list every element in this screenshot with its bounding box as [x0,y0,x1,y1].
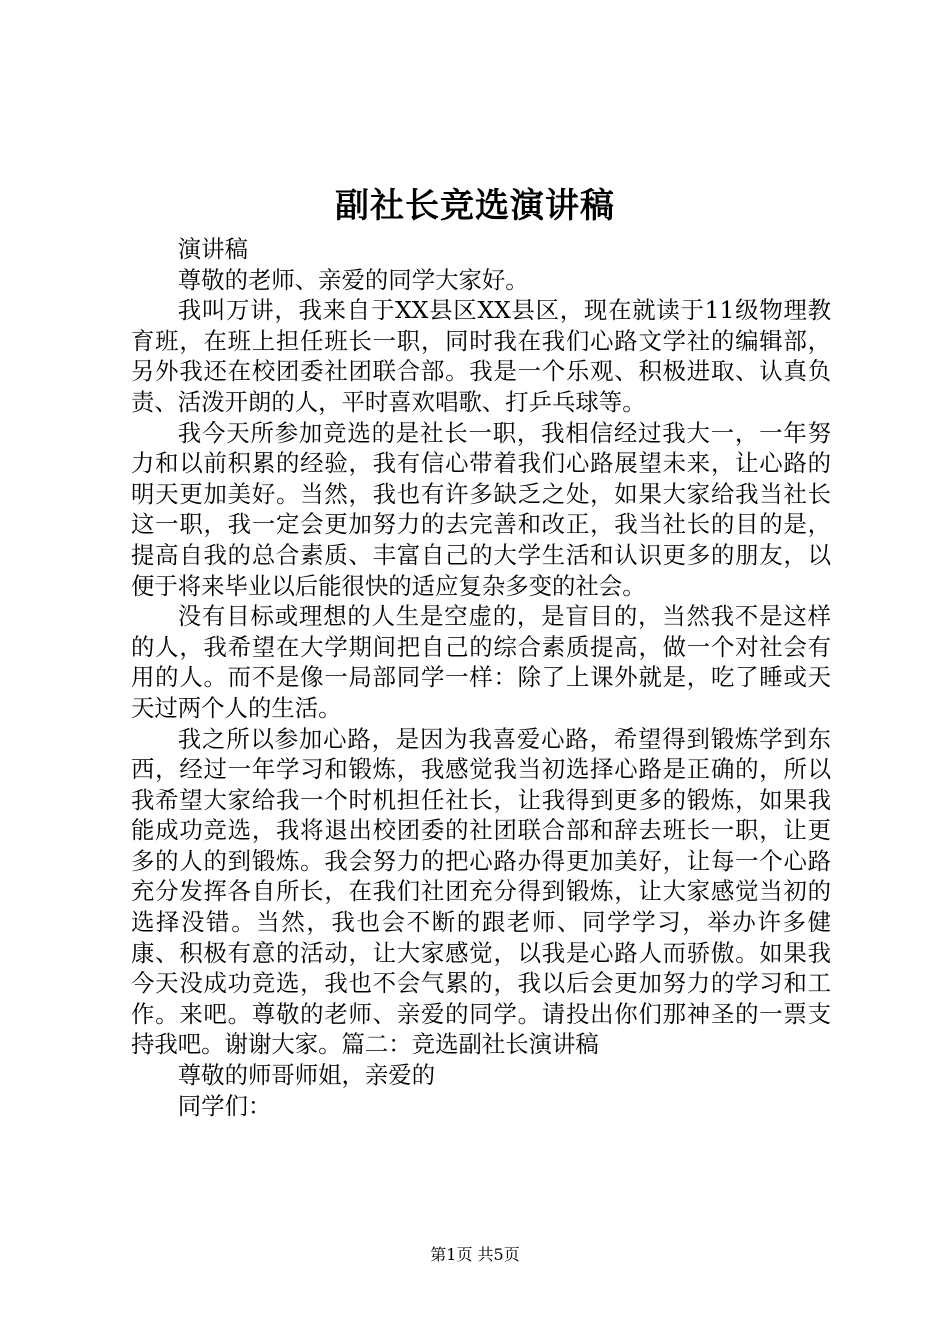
paragraph: 我之所以参加心路，是因为我喜爱心路，希望得到锻炼学到东西，经过一年学习和锻炼，我感觉我当初选择心路是正确的，所以我希望大家给我一个时机担任社长，让我得到更多的锻炼，如果我能成功竞选，我将退出校团委的社团联合部和辞去班长一职，让更多的人的到锻炼。我会努力的把心路办得更加美好，让每一个心路充分发挥各自所长，在我们社团充分得到锻炼，让大家感觉当初的选择没错。当然，我也会不断的跟老师、同学学习，举办许多健康、积极有意的活动，让大家感觉，以我是心路人而骄傲。如果我今天没成功竞选，我也不会气累的，我以后会更加努力的学习和工作。来吧。尊敬的老师、亲爱的同学。请投出你们那神圣的一票支持我吧。谢谢大家。篇二：竞选副社长演讲稿 [131,724,831,1059]
document-body [131,234,831,1121]
document-title: 副社长竞选演讲稿 [335,186,615,226]
paragraph: 尊敬的老师、亲爱的同学大家好。 [177,265,529,294]
paragraph: 同学们： [177,1091,272,1120]
paragraph: 没有目标或理想的人生是空虚的，是盲目的，当然我不是这样的人，我希望在大学期间把自己的综合素质提高，做一个对社会有用的人。而不是像一局部同学一样：除了上课外就是，吃了睡或天天过两个人的生活。 [131,602,831,722]
page-number-footer: 第1页 共5页 [430,1245,520,1264]
paragraph: 我叫万讲，我来自于XX县区XX县区，现在就读于11级物理教育班，在班上担任班长一职，同时我在我们心路文学社的编辑部，另外我还在校团委社团联合部。我是一个乐观、积极进取、认真负责、活泼开朗的人，平时喜欢唱歌、打乒乓球等。 [131,296,831,416]
paragraph: 尊敬的师哥师姐，亲爱的 [177,1061,436,1090]
paragraph: 演讲稿 [177,235,248,263]
paragraph: 我今天所参加竞选的是社长一职，我相信经过我大一，一年努力和以前积累的经验，我有信心带着我们心路展望未来，让心路的明天更加美好。当然，我也有许多缺乏之处，如果大家给我当社长这一职，我一定会更加努力的去完善和改正，我当社长的目的是，提高自我的总合素质、丰富自己的大学生活和认识更多的朋友，以便于将来毕业以后能很快的适应复杂多变的社会。 [131,418,831,600]
